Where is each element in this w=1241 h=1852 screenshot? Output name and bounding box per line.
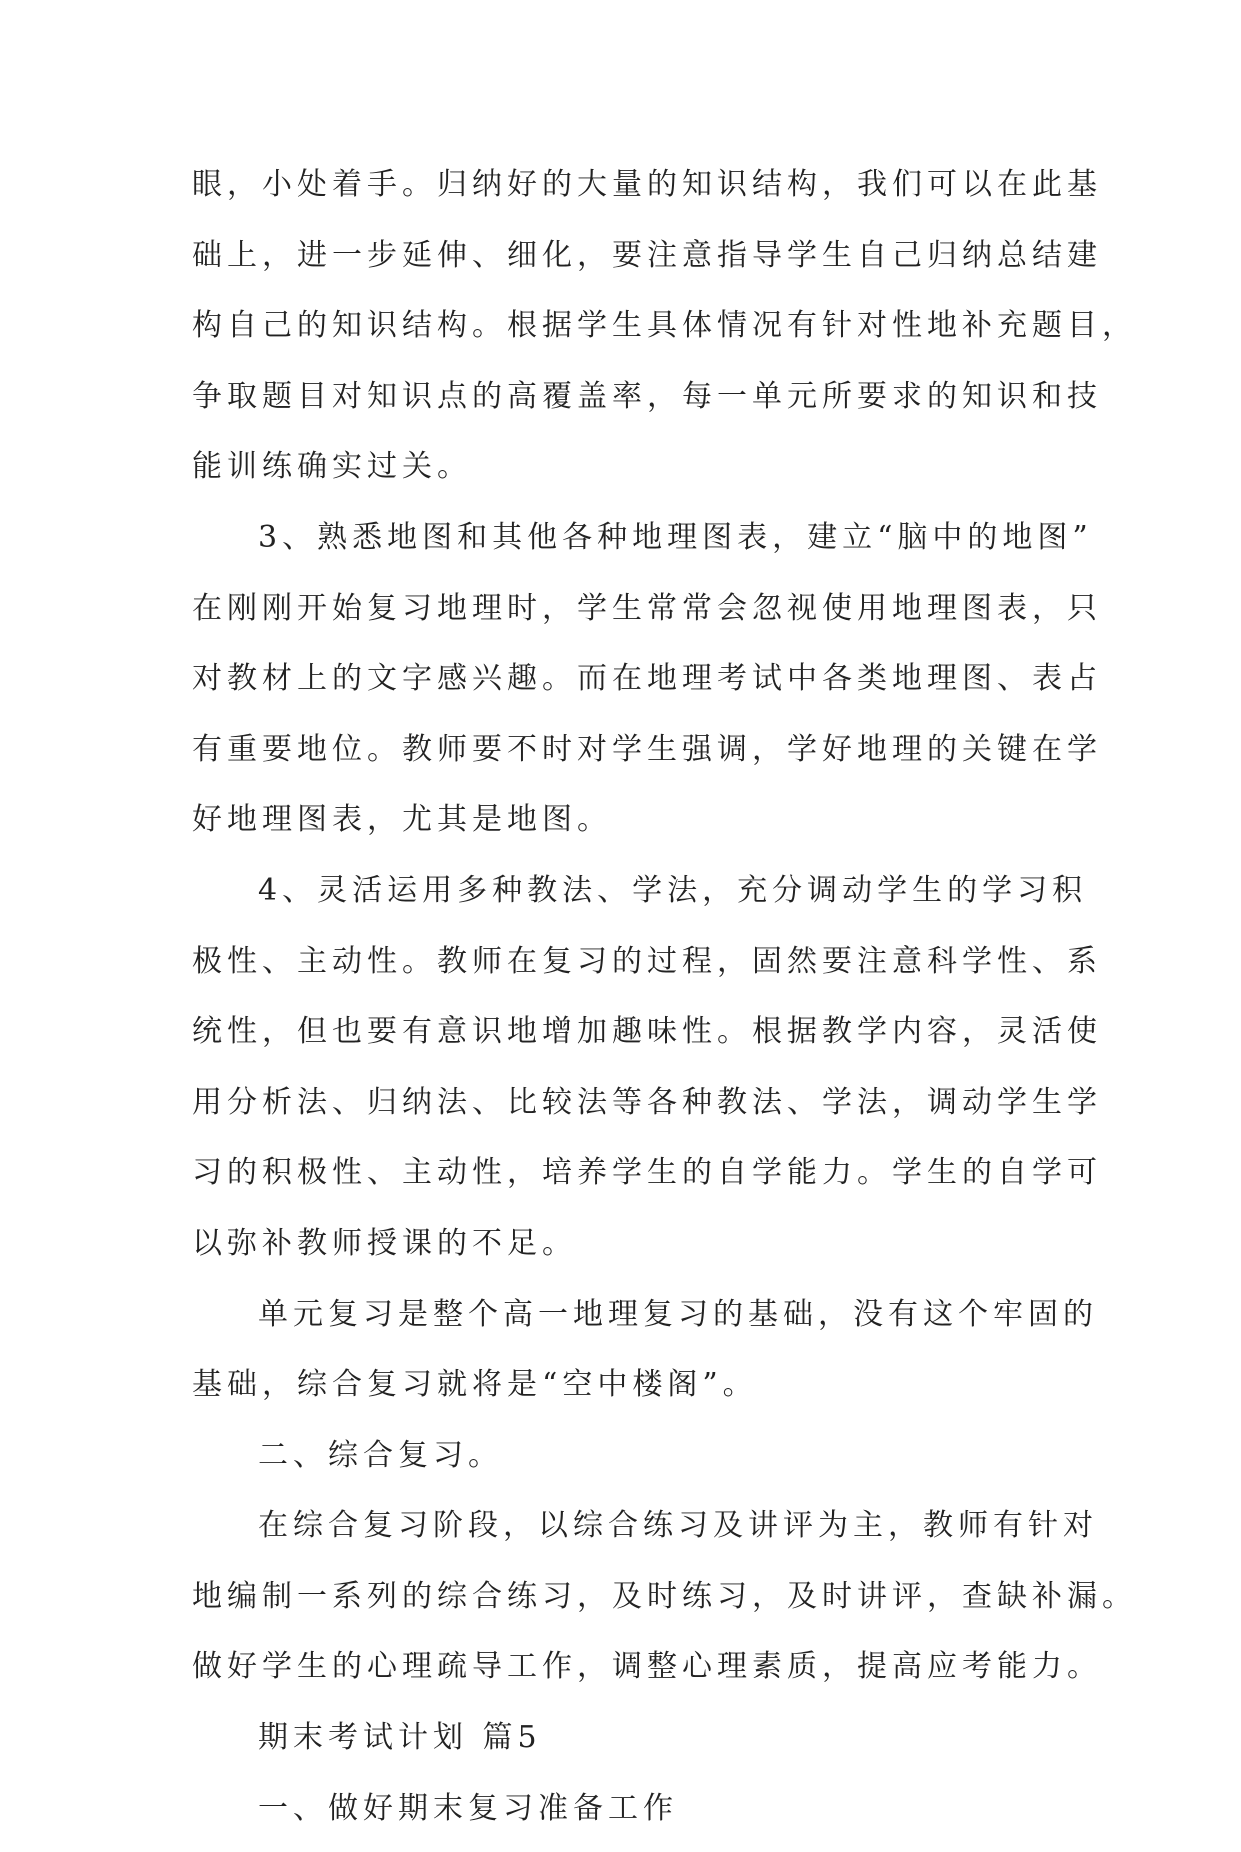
section-heading: 二、综合复习。: [258, 1437, 503, 1473]
text-line: 础上，进一步延伸、细化，要注意指导学生自己归纳总结建: [192, 237, 1102, 273]
text-line: 极性、主动性。教师在复习的过程，固然要注意科学性、系: [192, 943, 1102, 979]
paragraph-start-line: 单元复习是整个高一地理复习的基础，没有这个牢固的: [258, 1296, 1098, 1332]
text-line: 争取题目对知识点的高覆盖率，每一单元所要求的知识和技: [192, 378, 1102, 414]
section-heading: 一、做好期末复习准备工作: [258, 1790, 678, 1826]
paragraph-start-line: 3、熟悉地图和其他各种地理图表，建立“脑中的地图”: [258, 519, 1093, 555]
paragraph-start-line: 4、灵活运用多种教法、学法，充分调动学生的学习积: [258, 872, 1088, 908]
text-line: 统性，但也要有意识地增加趣味性。根据教学内容，灵活使: [192, 1014, 1102, 1050]
text-line: 能训练确实过关。: [192, 449, 472, 485]
text-line: 对教材上的文字感兴趣。而在地理考试中各类地理图、表占: [192, 661, 1102, 697]
text-line: 习的积极性、主动性，培养学生的自学能力。学生的自学可: [192, 1155, 1102, 1191]
text-line: 好地理图表，尤其是地图。: [192, 802, 612, 838]
chapter-heading: 期末考试计划 篇5: [258, 1720, 542, 1756]
paragraph-start-line: 在综合复习阶段，以综合练习及讲评为主，教师有针对: [258, 1508, 1098, 1544]
text-line: 做好学生的心理疏导工作，调整心理素质，提高应考能力。: [192, 1649, 1102, 1685]
text-line: 基础，综合复习就将是“空中楼阁”。: [192, 1367, 758, 1403]
text-line: 有重要地位。教师要不时对学生强调，学好地理的关键在学: [192, 731, 1102, 767]
text-line: 以弥补教师授课的不足。: [192, 1225, 577, 1261]
text-line: 在刚刚开始复习地理时，学生常常会忽视使用地理图表，只: [192, 590, 1102, 626]
text-line: 地编制一系列的综合练习，及时练习，及时讲评，查缺补漏。: [192, 1578, 1137, 1614]
text-line: 用分析法、归纳法、比较法等各种教法、学法，调动学生学: [192, 1084, 1102, 1120]
text-line: 构自己的知识结构。根据学生具体情况有针对性地补充题目，: [192, 308, 1137, 344]
document-body: [192, 158, 1137, 1852]
text-line: 眼，小处着手。归纳好的大量的知识结构，我们可以在此基: [192, 167, 1102, 202]
